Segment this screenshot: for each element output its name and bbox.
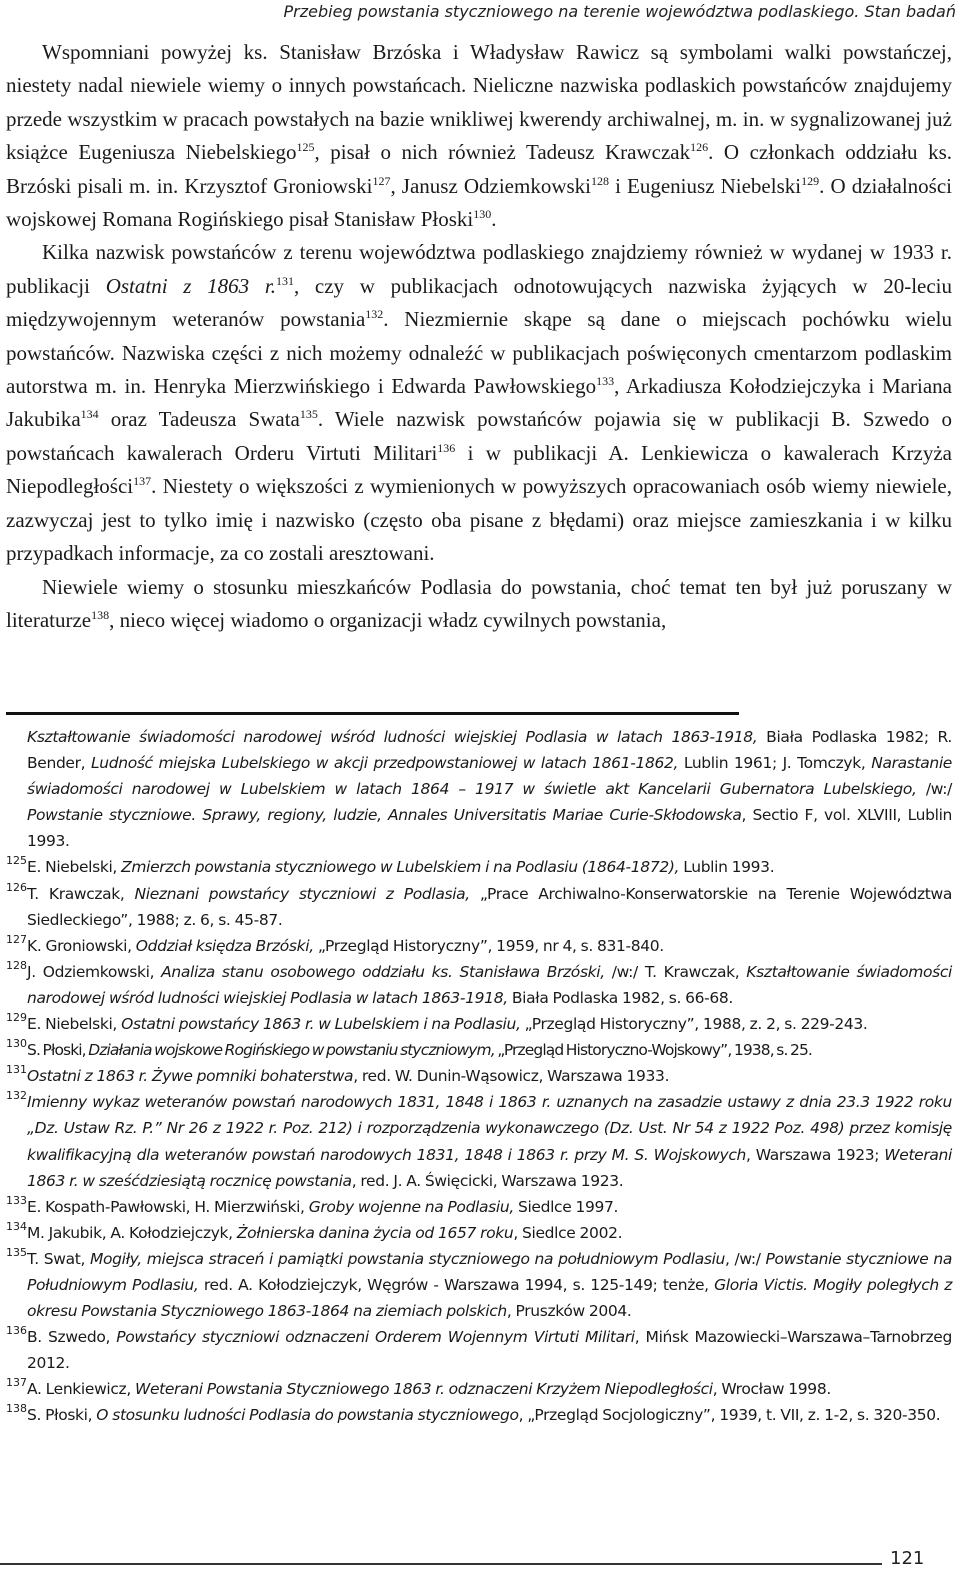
note-italic: Weterani Powstania Styczniowego 1863 r. odznaczeni Krzyżem Niepodległości xyxy=(134,1380,713,1399)
note-text: K. Groniowski, xyxy=(27,936,136,955)
note-italic: Powstanie styczniowe na Południowym Podlasiu, xyxy=(27,1249,953,1294)
note-text: , „Przegląd Socjologiczny”, 1939, t. VII, z. 1-2, s. 320-350. xyxy=(518,1406,941,1425)
note-text: , /w:/ xyxy=(725,1249,766,1268)
note-text: , Pruszków 2004. xyxy=(506,1302,632,1321)
footnotes xyxy=(6,724,952,1429)
note-text: J. Odziemkowski, xyxy=(27,962,162,981)
note-italic: Zmierzch powstania styczniowego w Lubelskiem i na Podlasiu (1864-1872), xyxy=(121,858,680,877)
text-run: . Niestety o większości z wymienionych w powyższych opracowaniach osób wiemy niewiele, zazwyczaj jest to tylko imię i nazwisko (często oba pisane z błędami) oraz miejsce zamieszkania i w kilku przypadkach informacje, za co zostali aresztowani. xyxy=(6,474,952,566)
footnote-130 xyxy=(6,1037,952,1063)
text-run: i w publikacji A. Lenkiewicza o kawalerach Krzyża Niepodległości xyxy=(6,440,952,499)
note-text: T. Krawczak, xyxy=(27,884,135,903)
text-run: . Niezmiernie skąpe są dane o miejscach pochówku wielu powstańców. Nazwiska części z nich możemy odnaleźć w publikacjach poświęconych cmentarzom podlaskim autorstwa m. in. Henryka Mierzwińskiego i Edwarda Pawłowskiego xyxy=(6,307,952,399)
footnote-ref[interactable]: 127 xyxy=(372,173,391,188)
note-text: „Przegląd Historyczny”, 1988, z. 2, s. 229-243. xyxy=(520,1015,868,1034)
note-italic: Działania wojskowe Rogińskiego w powstaniu styczniowym, xyxy=(88,1041,495,1060)
text-run: Niewiele wiemy o stosunku mieszkańców Podlasia do powstania, choć temat ten był już poruszany w literaturze xyxy=(6,574,952,632)
footnote-ref[interactable]: 125 xyxy=(296,140,315,155)
note-italic: Mogiły, miejsca straceń i pamiątki powstania styczniowego na południowym Podlasiu xyxy=(89,1249,726,1268)
footnote-126 xyxy=(6,881,952,933)
text-run: oraz Tadeusza Swata xyxy=(98,407,300,432)
footnote-134 xyxy=(6,1220,952,1246)
footnote-131 xyxy=(6,1063,952,1089)
note-text: /w:/ T. Krawczak, xyxy=(604,962,747,981)
note-text: /w:/ xyxy=(916,780,952,799)
footnote-number: 137 xyxy=(6,1376,27,1390)
note-italic: O stosunku ludności Podlasia do powstania styczniowego xyxy=(96,1406,519,1425)
note-text: „Przegląd Historyczno-Wojskowy”, 1938, s. 25. xyxy=(494,1041,812,1060)
note-text: , Siedlce 2002. xyxy=(513,1223,623,1242)
note-italic: Kształtowanie świadomości narodowej wśród ludności wiejskiej Podlasia w latach 1863-1918, xyxy=(27,728,758,746)
footnote-number: 131 xyxy=(6,1063,27,1077)
footnote-ref[interactable]: 131 xyxy=(275,273,294,288)
note-text: T. Swat, xyxy=(27,1249,90,1268)
main-text xyxy=(6,36,952,637)
footnote-ref[interactable]: 137 xyxy=(133,474,152,489)
note-text: Biała Podlaska 1982, s. 66-68. xyxy=(507,988,733,1007)
note-text: E. Kospath-Pawłowski, H. Mierzwiński, xyxy=(27,1197,309,1216)
footnote-number: 133 xyxy=(6,1193,27,1207)
footnote-continued xyxy=(6,724,952,854)
note-text: , Mińsk Mazowiecki–Warszawa–Tarnobrzeg 2012. xyxy=(27,1328,952,1373)
footnote-number: 127 xyxy=(6,932,27,946)
italic-title: Ostatni z 1863 r. xyxy=(105,273,276,298)
footnote-ref[interactable]: 136 xyxy=(437,440,456,455)
paragraph-2 xyxy=(6,236,952,570)
note-text: S. Płoski, xyxy=(27,1041,89,1060)
footnote-number: 132 xyxy=(6,1089,27,1103)
note-italic: Weterani 1863 r. w sześćdziesiątą rocznicę powstania xyxy=(27,1145,952,1190)
footnote-ref[interactable]: 126 xyxy=(690,140,709,155)
note-italic: Nieznani powstańcy styczniowi z Podlasia, xyxy=(134,884,470,903)
note-italic: Groby wojenne na Podlasiu, xyxy=(308,1197,514,1216)
note-text: A. Lenkiewicz, xyxy=(27,1380,135,1399)
note-text: „Prace Archiwalno-Konserwatorskie na Terenie Województwa Siedleckiego”, 1988; z. 6, s. 45-87. xyxy=(27,884,952,929)
note-italic: Imienny wykaz weteranów powstań narodowych 1831, 1848 i 1863 r. uznanych na zasadzie ustawy z dnia 23.3 1922 roku „Dz. Ustaw Rz. P.” Nr 26 z 1922 r. Poz. 212) i rozporządzenia wykonawczego (Dz. Ust. Nr 54 z 1922 Poz. 498) przez komisję kwalifikacyjną dla weteranów powstań narodowych 1831, 1848 i 1863 r. przy M. S. Wojskowych xyxy=(27,1093,952,1164)
footnote-138 xyxy=(6,1402,952,1428)
footnote-number: 128 xyxy=(6,958,27,972)
footnote-ref[interactable]: 135 xyxy=(299,407,318,422)
footnote-ref[interactable]: 134 xyxy=(80,407,99,422)
text-run: Wspomniani powyżej ks. Stanisław Brzóska i Władysław Rawicz są symbolami walki powstańczej, niestety nadal niewiele wiemy o innych powstańcach. Nieliczne nazwiska podlaskich powstańców znajdujemy przede wszystkim w pracach powstałych na bazie wnikliwej kwerendy archiwalnej, m. in. w sygnalizowanej już książce Eugeniusza Niebelskiego xyxy=(6,40,952,165)
footnote-133 xyxy=(6,1194,952,1220)
text-run: , pisał o nich również Tadeusz Krawczak xyxy=(314,140,691,165)
note-text: E. Niebelski, xyxy=(27,1015,122,1034)
text-run: . xyxy=(491,207,497,232)
note-italic: Kształtowanie świadomości narodowej wśród ludności wiejskiej Podlasia w latach 1863-1918, xyxy=(27,962,952,1007)
footnote-ref[interactable]: 138 xyxy=(91,607,110,622)
note-text: red. A. Kołodziejczyk, Węgrów - Warszawa 1994, s. 125-149; tenże, xyxy=(198,1275,715,1294)
footnote-ref[interactable]: 128 xyxy=(591,173,610,188)
note-text: B. Szwedo, xyxy=(27,1328,117,1347)
text-run: i Eugeniusz Niebelski xyxy=(609,173,802,198)
footnote-ref[interactable]: 132 xyxy=(365,307,384,322)
paragraph-1 xyxy=(6,36,952,236)
note-italic: Powstanie styczniowe. Sprawy, regiony, ludzie, Annales Universitatis Mariae Curie-Skłodowska xyxy=(27,806,742,825)
text-run: . Wiele nazwisk powstańców pojawia się w publikacji B. Szwedo o powstańcach kawalerach Orderu Virtuti Militari xyxy=(6,407,952,465)
note-italic: Narastanie świadomości narodowej w Lubelskiem w latach 1864 – 1917 w świetle akt Kancelarii Gubernatora Lubelskiego, xyxy=(27,754,952,799)
note-text: Siedlce 1997. xyxy=(513,1197,619,1216)
page-number: 121 xyxy=(890,1548,925,1569)
footer-rule xyxy=(0,1563,882,1565)
text-run: . O członkach oddziału ks. Brzóski pisali m. in. Krzysztof Groniowski xyxy=(6,140,952,198)
footnote-ref[interactable]: 133 xyxy=(596,374,615,389)
note-text: „Przegląd Historyczny”, 1959, nr 4, s. 831-840. xyxy=(313,936,664,955)
footnote-128 xyxy=(6,959,952,1011)
note-text: S. Płoski, xyxy=(27,1406,97,1425)
footnote-number: 138 xyxy=(6,1402,27,1416)
footnote-separator xyxy=(6,712,739,715)
note-text: Biała Podlaska 1982; R. Bender, xyxy=(27,728,952,773)
running-header: Przebieg powstania styczniowego na terenie województwa podlaskiego. Stan badań xyxy=(283,2,956,21)
footnote-136 xyxy=(6,1324,952,1376)
footnote-number: 129 xyxy=(6,1011,27,1025)
note-text: , red. W. Dunin-Wąsowicz, Warszawa 1933. xyxy=(353,1067,670,1086)
note-italic: Ostatni z 1863 r. Żywe pomniki bohaterstwa xyxy=(27,1067,354,1086)
note-text: E. Niebelski, xyxy=(27,858,122,877)
footnote-129 xyxy=(6,1011,952,1037)
footnote-number: 136 xyxy=(6,1324,27,1338)
note-italic: Ostatni powstańcy 1863 r. w Lubelskiem i na Podlasiu, xyxy=(121,1015,521,1034)
note-text: , Wrocław 1998. xyxy=(712,1380,831,1399)
footnote-number: 125 xyxy=(6,854,27,868)
footnote-137 xyxy=(6,1376,952,1402)
text-run: , czy w publikacjach odnotowujących nazwiska żyjących w 20-leciu międzywojennym weteranów powstania xyxy=(6,273,953,332)
paragraph-3 xyxy=(6,571,952,638)
note-italic: Żołnierska danina życia od 1657 roku xyxy=(236,1223,514,1242)
text-run: , Janusz Odziemkowski xyxy=(390,173,592,198)
note-italic: Analiza stanu osobowego oddziału ks. Stanisława Brzóski, xyxy=(161,962,605,981)
footnote-127 xyxy=(6,933,952,959)
note-italic: Powstańcy styczniowi odznaczeni Orderem Wojennym Virtuti Militari xyxy=(116,1328,635,1347)
note-text: , red. J. A. Święcicki, Warszawa 1923. xyxy=(351,1171,624,1190)
footnote-ref[interactable]: 129 xyxy=(801,173,820,188)
footnote-number: 135 xyxy=(6,1245,27,1259)
footnote-number: 130 xyxy=(6,1037,27,1051)
footnote-number: 126 xyxy=(6,880,27,894)
footnote-132 xyxy=(6,1089,952,1193)
footnote-135 xyxy=(6,1246,952,1324)
note-text: Lublin 1993. xyxy=(679,858,775,877)
note-italic: Gloria Victis. Mogiły poległych z okresu Powstania Styczniowego 1863-1864 na ziemiach polskich xyxy=(27,1275,952,1321)
note-text: M. Jakubik, A. Kołodziejczyk, xyxy=(27,1223,237,1242)
note-text: Lublin 1961; J. Tomczyk, xyxy=(678,754,872,773)
note-italic: Oddział księdza Brzóski, xyxy=(135,936,314,955)
footnote-ref[interactable]: 130 xyxy=(473,207,492,222)
footnote-125 xyxy=(6,854,952,880)
text-run: . O działalności wojskowej Romana Rogińskiego pisał Stanisław Płoski xyxy=(6,173,952,232)
footnote-number: 134 xyxy=(6,1219,27,1233)
note-text: , Warszawa 1923; xyxy=(745,1145,885,1164)
text-run: , nieco więcej wiadomo o organizacji władz cywilnych powstania, xyxy=(109,607,667,632)
note-italic: Ludność miejska Lubelskiego w akcji przedpowstaniowej w latach 1861-1862, xyxy=(90,754,679,773)
text-run: , Arkadiusza Kołodziejczyka i Mariana Jakubika xyxy=(6,374,952,432)
text-run: Kilka nazwisk powstańców z terenu województwa podlaskiego znajdziemy również w wydanej w 1933 r. publikacji xyxy=(6,240,952,298)
note-text: , Sectio F, vol. XLVIII, Lublin 1993. xyxy=(27,806,952,851)
